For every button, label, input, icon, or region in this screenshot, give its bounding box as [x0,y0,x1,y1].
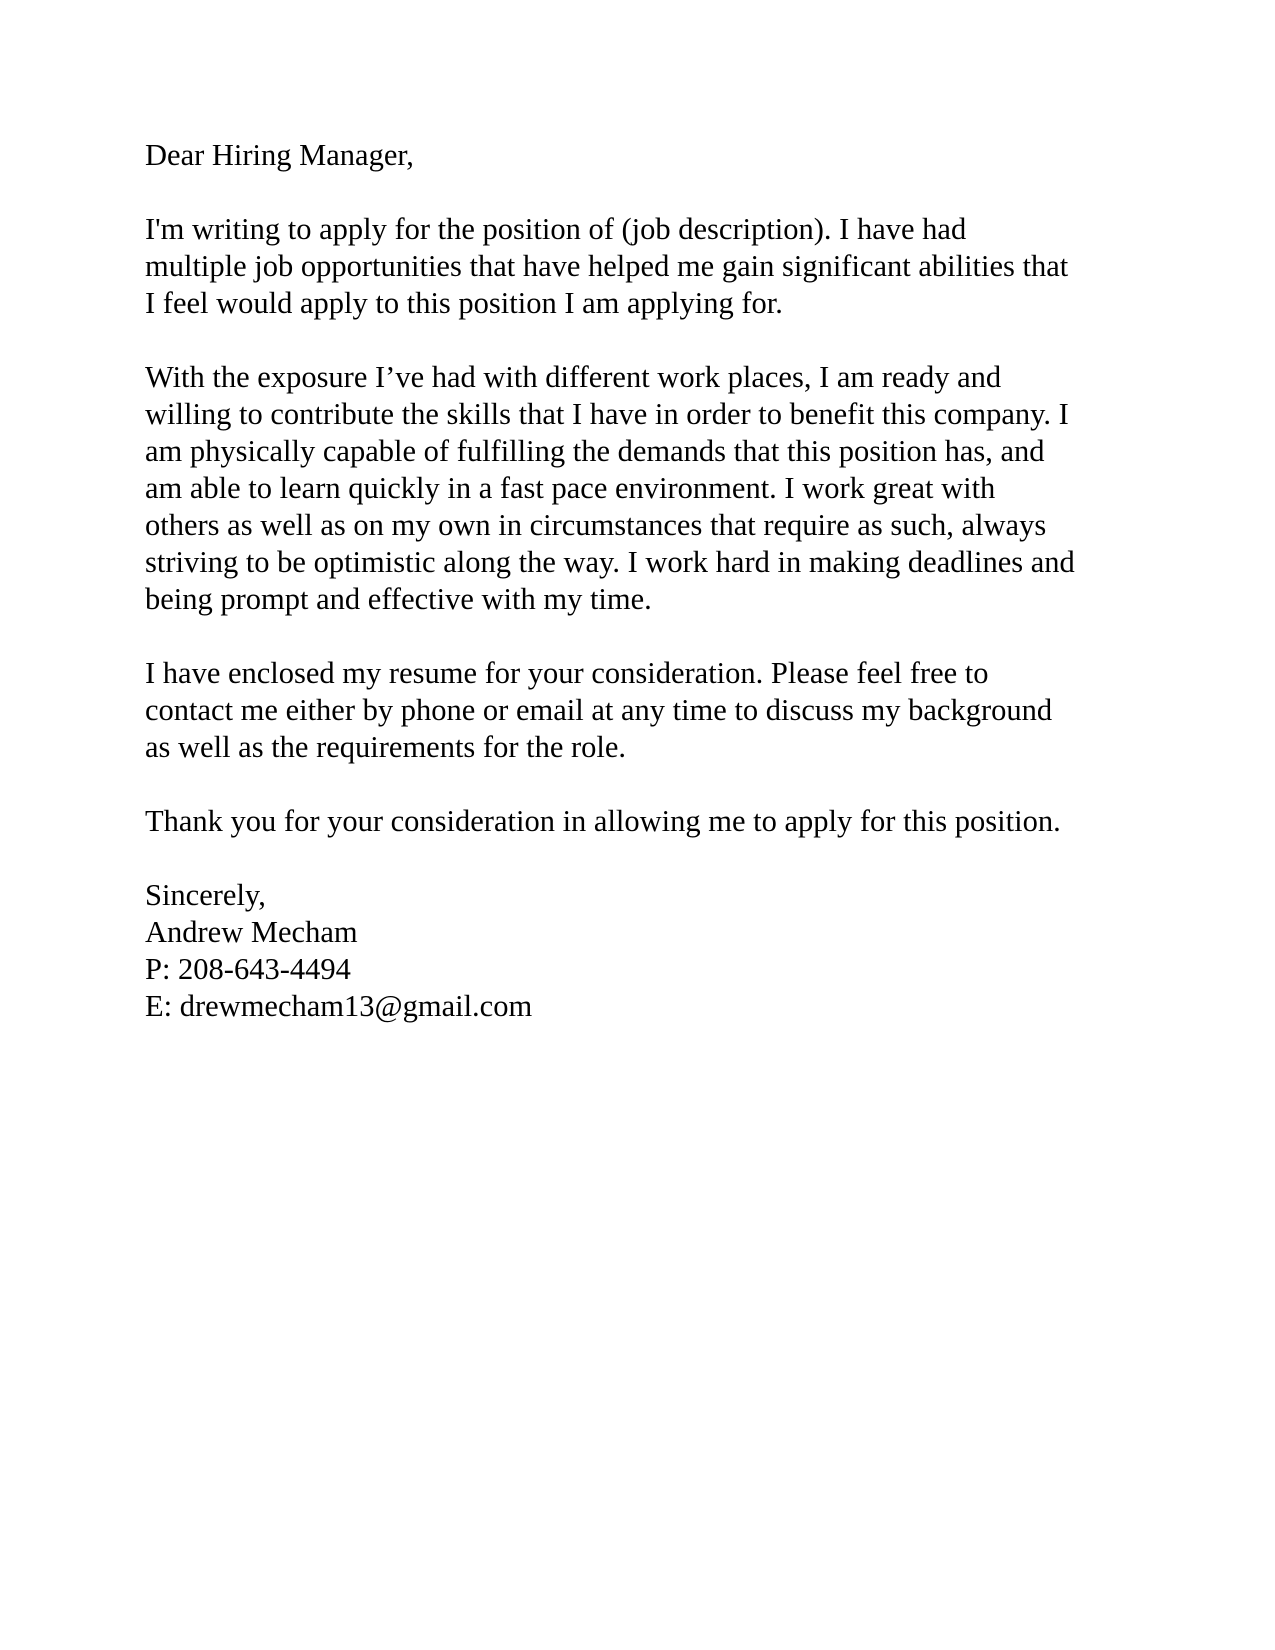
sender-phone: P: 208-643-4494 [145,952,351,986]
body-paragraph-2: With the exposure I’ve had with different work places, I am ready and willing to contribute the skills that I have in order to benefit this company. I am physically capable of fulfilling the demands that this position has, and am able to learn quickly in a fast pace environment. I work great with others as well as on my own in circumstances that require as such, always striving to be optimistic along the way. I work hard in making deadlines and being prompt and effective with my time. [145,360,1075,616]
paragraph-spacer [145,840,1075,877]
body-paragraph-4: Thank you for your consideration in allowing me to apply for this position. [145,804,1061,838]
body-paragraph-1: I'm writing to apply for the position of (job description). I have had multiple job opportunities that have helped me gain significant abilities that I feel would apply to this position I am applying for. [145,212,1069,320]
sender-name: Andrew Mecham [145,915,358,949]
valediction: Sincerely, [145,878,266,912]
paragraph-spacer [145,618,1075,655]
paragraph-spacer [145,322,1075,359]
salutation: Dear Hiring Manager, [145,138,414,172]
paragraph-spacer [145,766,1075,803]
letter-text-block [145,137,1075,1025]
paragraph-spacer [145,174,1075,211]
sender-email: E: drewmecham13@gmail.com [145,989,533,1023]
body-paragraph-3: I have enclosed my resume for your consideration. Please feel free to contact me either by phone or email at any time to discuss my background as well as the requirements for the role. [145,656,1053,764]
signature-block [145,877,1075,1025]
